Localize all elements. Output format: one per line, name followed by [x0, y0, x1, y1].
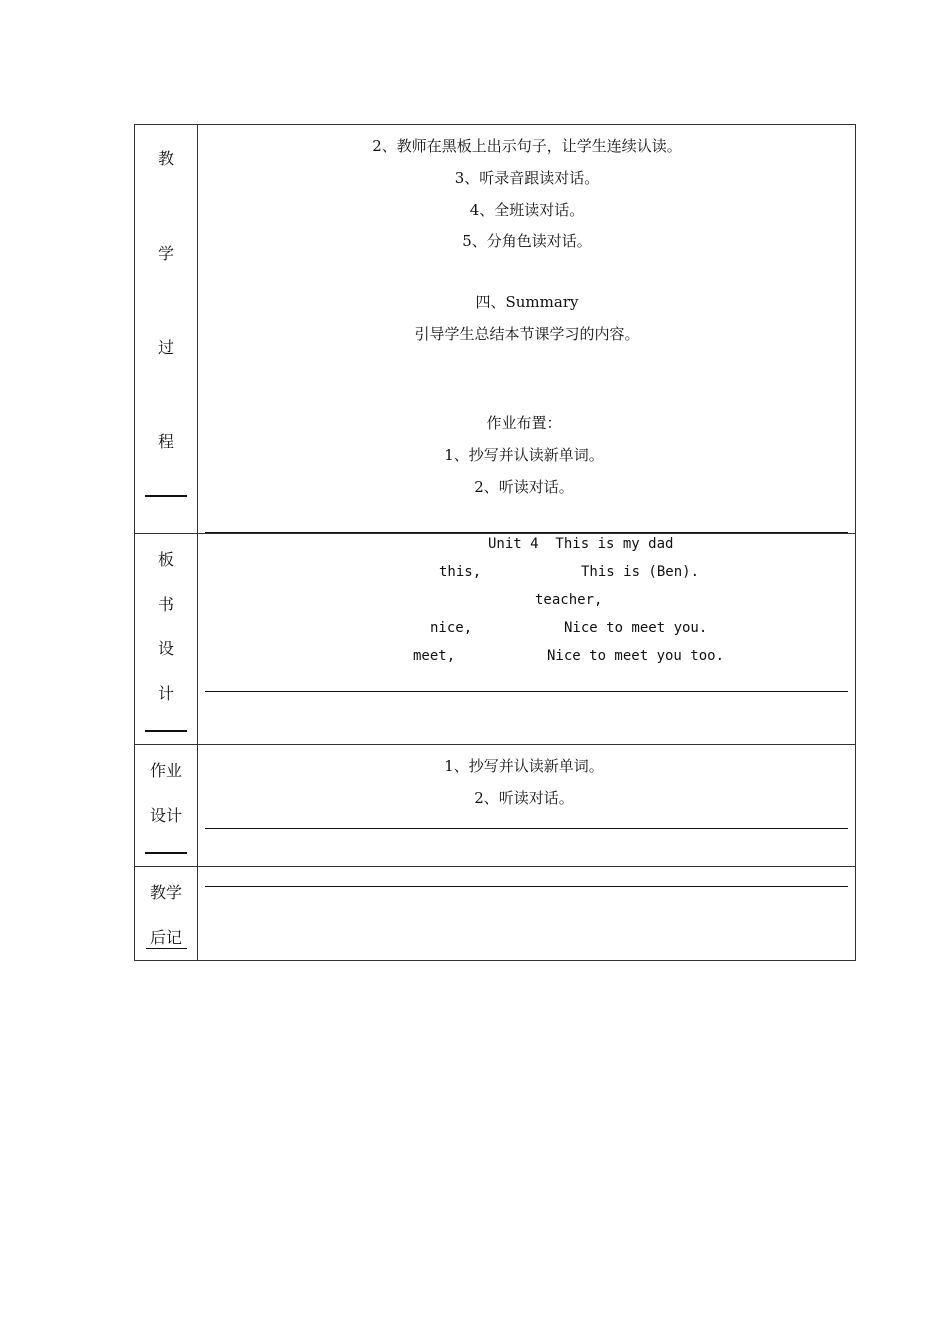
board-word: teacher,	[535, 592, 603, 608]
notes-underline	[205, 886, 848, 887]
notes-label: 后记	[149, 928, 182, 947]
summary-heading: 四、Summary	[475, 293, 579, 311]
process-step: 3、听录音跟读对话。	[454, 169, 600, 187]
notes-label-rule	[146, 948, 187, 949]
homework-design-label-rule	[145, 852, 187, 854]
board-sentence: Nice to meet you too.	[547, 648, 725, 664]
homework-design-item: 2、听读对话。	[474, 789, 574, 807]
board-label-char: 设	[157, 639, 174, 658]
process-underline	[205, 532, 848, 533]
lesson-plan-table	[134, 124, 856, 961]
row-divider-board	[135, 744, 855, 745]
process-label-char: 教	[157, 149, 174, 168]
process-step: 2、教师在黑板上出示句子，让学生连续认读。	[372, 137, 682, 155]
board-label-rule	[145, 730, 187, 732]
process-label-char: 学	[157, 244, 174, 263]
board-word: nice,	[430, 620, 473, 636]
board-sentence: Nice to meet you.	[564, 620, 708, 636]
process-step: 5、分角色读对话。	[462, 232, 592, 250]
board-label-char: 计	[157, 684, 174, 703]
homework-design-item: 1、抄写并认读新单词。	[444, 757, 604, 775]
homework-item: 2、听读对话。	[474, 478, 574, 496]
process-label-char: 程	[157, 432, 174, 451]
summary-text: 引导学生总结本节课学习的内容。	[414, 325, 640, 343]
notes-label: 教学	[149, 883, 182, 902]
column-divider	[197, 125, 198, 960]
board-underline	[205, 691, 848, 692]
board-label-char: 板	[157, 550, 174, 569]
row-divider-process	[135, 533, 855, 534]
board-sentence: This is (Ben).	[581, 564, 700, 580]
row-divider-homework	[135, 866, 855, 867]
homework-item: 1、抄写并认读新单词。	[444, 446, 604, 464]
homework-design-label: 作业	[149, 761, 182, 780]
process-label-rule	[145, 495, 187, 497]
board-word: this,	[439, 564, 482, 580]
board-word: meet,	[413, 648, 456, 664]
homework-heading: 作业布置：	[486, 414, 562, 432]
board-title: Unit 4 This is my dad	[488, 536, 674, 552]
process-step: 4、全班读对话。	[469, 201, 585, 219]
homework-design-underline	[205, 828, 848, 829]
homework-design-label: 设计	[149, 806, 182, 825]
process-label-char: 过	[157, 338, 174, 357]
board-label-char: 书	[157, 595, 174, 614]
